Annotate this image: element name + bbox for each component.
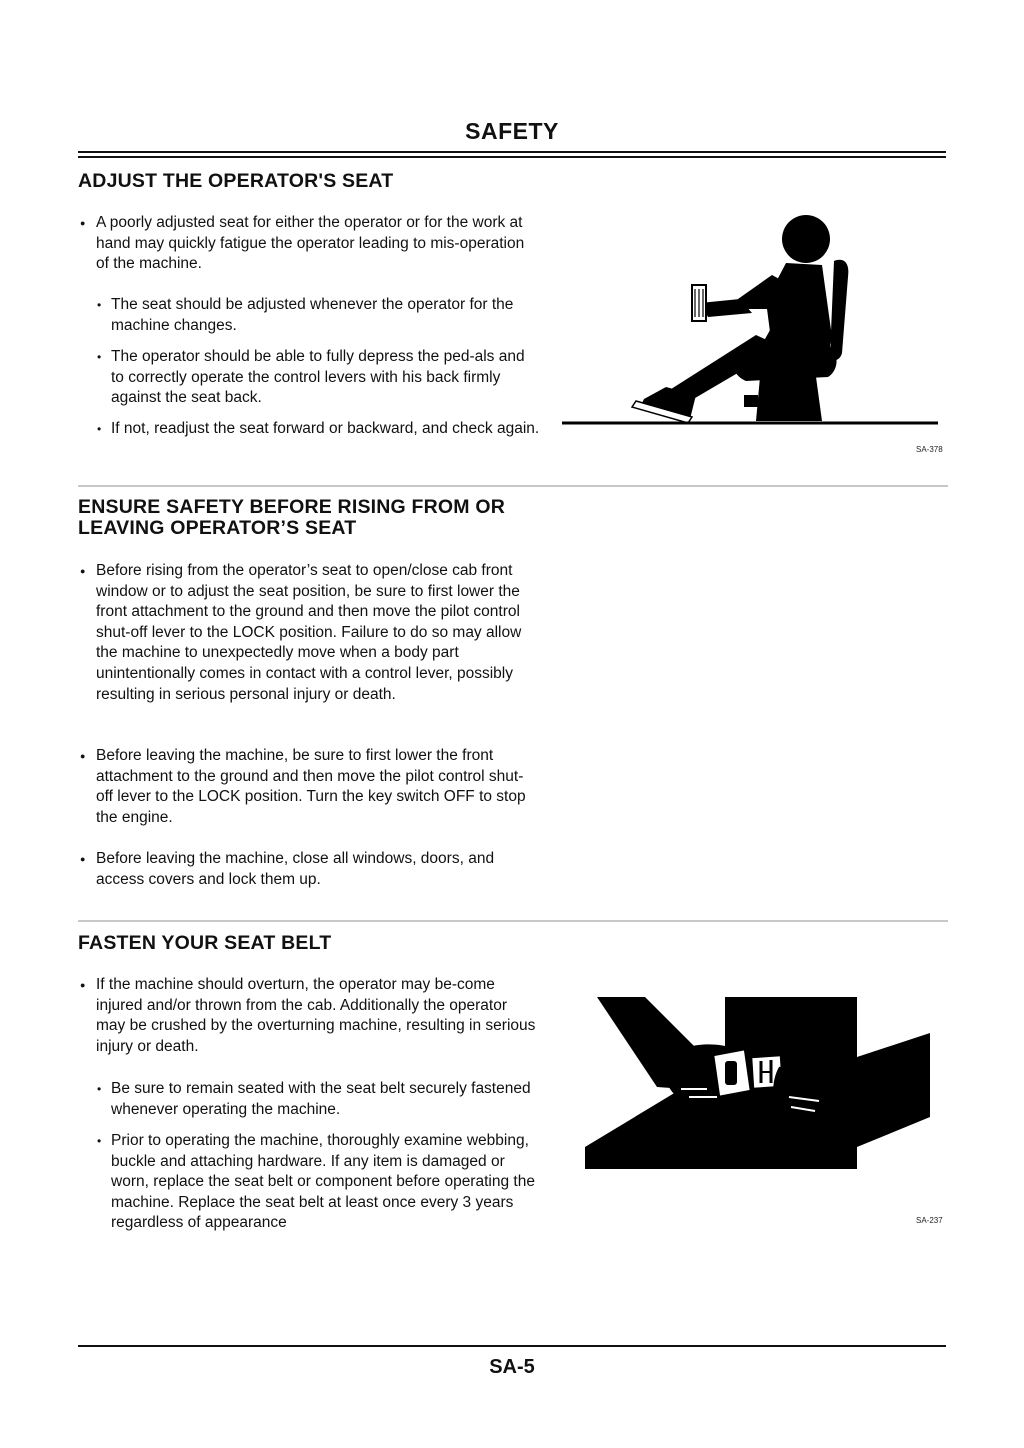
list-item: • Be sure to remain seated with the seat belt securely fastened whenever operating the machine. — [96, 1079, 541, 1120]
list-item: ● A poorly adjusted seat for either the operator or for the work at hand may quickly fatigue the operator leading to mis-operation of the machine. — [78, 213, 538, 275]
seat-belt-buckle-icon — [585, 997, 930, 1169]
page-title: SAFETY — [465, 118, 559, 144]
figure-label: SA-237 — [916, 1216, 943, 1225]
section-title-ensure-safety — [78, 497, 505, 539]
seated-operator-icon — [560, 205, 940, 430]
section-title-line: LEAVING OPERATOR’S SEAT — [78, 517, 357, 539]
section-title-seat-belt: FASTEN YOUR SEAT BELT — [78, 932, 332, 954]
section-title-line: ENSURE SAFETY BEFORE RISING FROM OR — [78, 496, 506, 518]
section-title-adjust-seat: ADJUST THE OPERATOR'S SEAT — [78, 170, 394, 192]
section-divider — [78, 920, 948, 922]
list-item: ● Before leaving the machine, close all windows, doors, and access covers and lock them up. — [78, 849, 538, 890]
list-item: • The operator should be able to fully depress the ped-als and to correctly operate the control levers with his back firmly against the seat back. — [96, 347, 541, 409]
header-rule-top — [78, 151, 946, 153]
footer-rule — [78, 1345, 946, 1347]
page-number: SA-5 — [489, 1356, 535, 1378]
list-item: • Prior to operating the machine, thoroughly examine webbing, buckle and attaching hardware. If any item is damaged or worn, replace the seat belt or component before operating the machine. Replace the seat belt at least once every 3 years regardless of appearance — [96, 1131, 541, 1234]
figure-label: SA-378 — [916, 445, 943, 454]
list-item: • If not, readjust the seat forward or backward, and check again. — [96, 419, 541, 440]
list-item: ● Before leaving the machine, be sure to first lower the front attachment to the ground and then move the pilot control shut-off lever to the LOCK position. Turn the key switch OFF to stop the engine. — [78, 746, 538, 828]
list-item: • The seat should be adjusted whenever the operator for the machine changes. — [96, 295, 541, 336]
list-item: ● If the machine should overturn, the operator may be-come injured and/or thrown from the cab. Additionally the operator may be crushed by the overturning machine, resulting in serious injury or death. — [78, 975, 538, 1057]
list-item: ● Before rising from the operator’s seat to open/close cab front window or to adjust the seat position, be sure to first lower the front attachment to the ground and then move the pilot control shut-off lever to the LOCK position. Failure to do so may allow the machine to unexpectedly move when a body part unintentionally comes in contact with a control lever, possibly resulting in serious personal injury or death. — [78, 561, 538, 705]
header-rule-bottom — [78, 156, 946, 158]
section-divider — [78, 485, 948, 487]
